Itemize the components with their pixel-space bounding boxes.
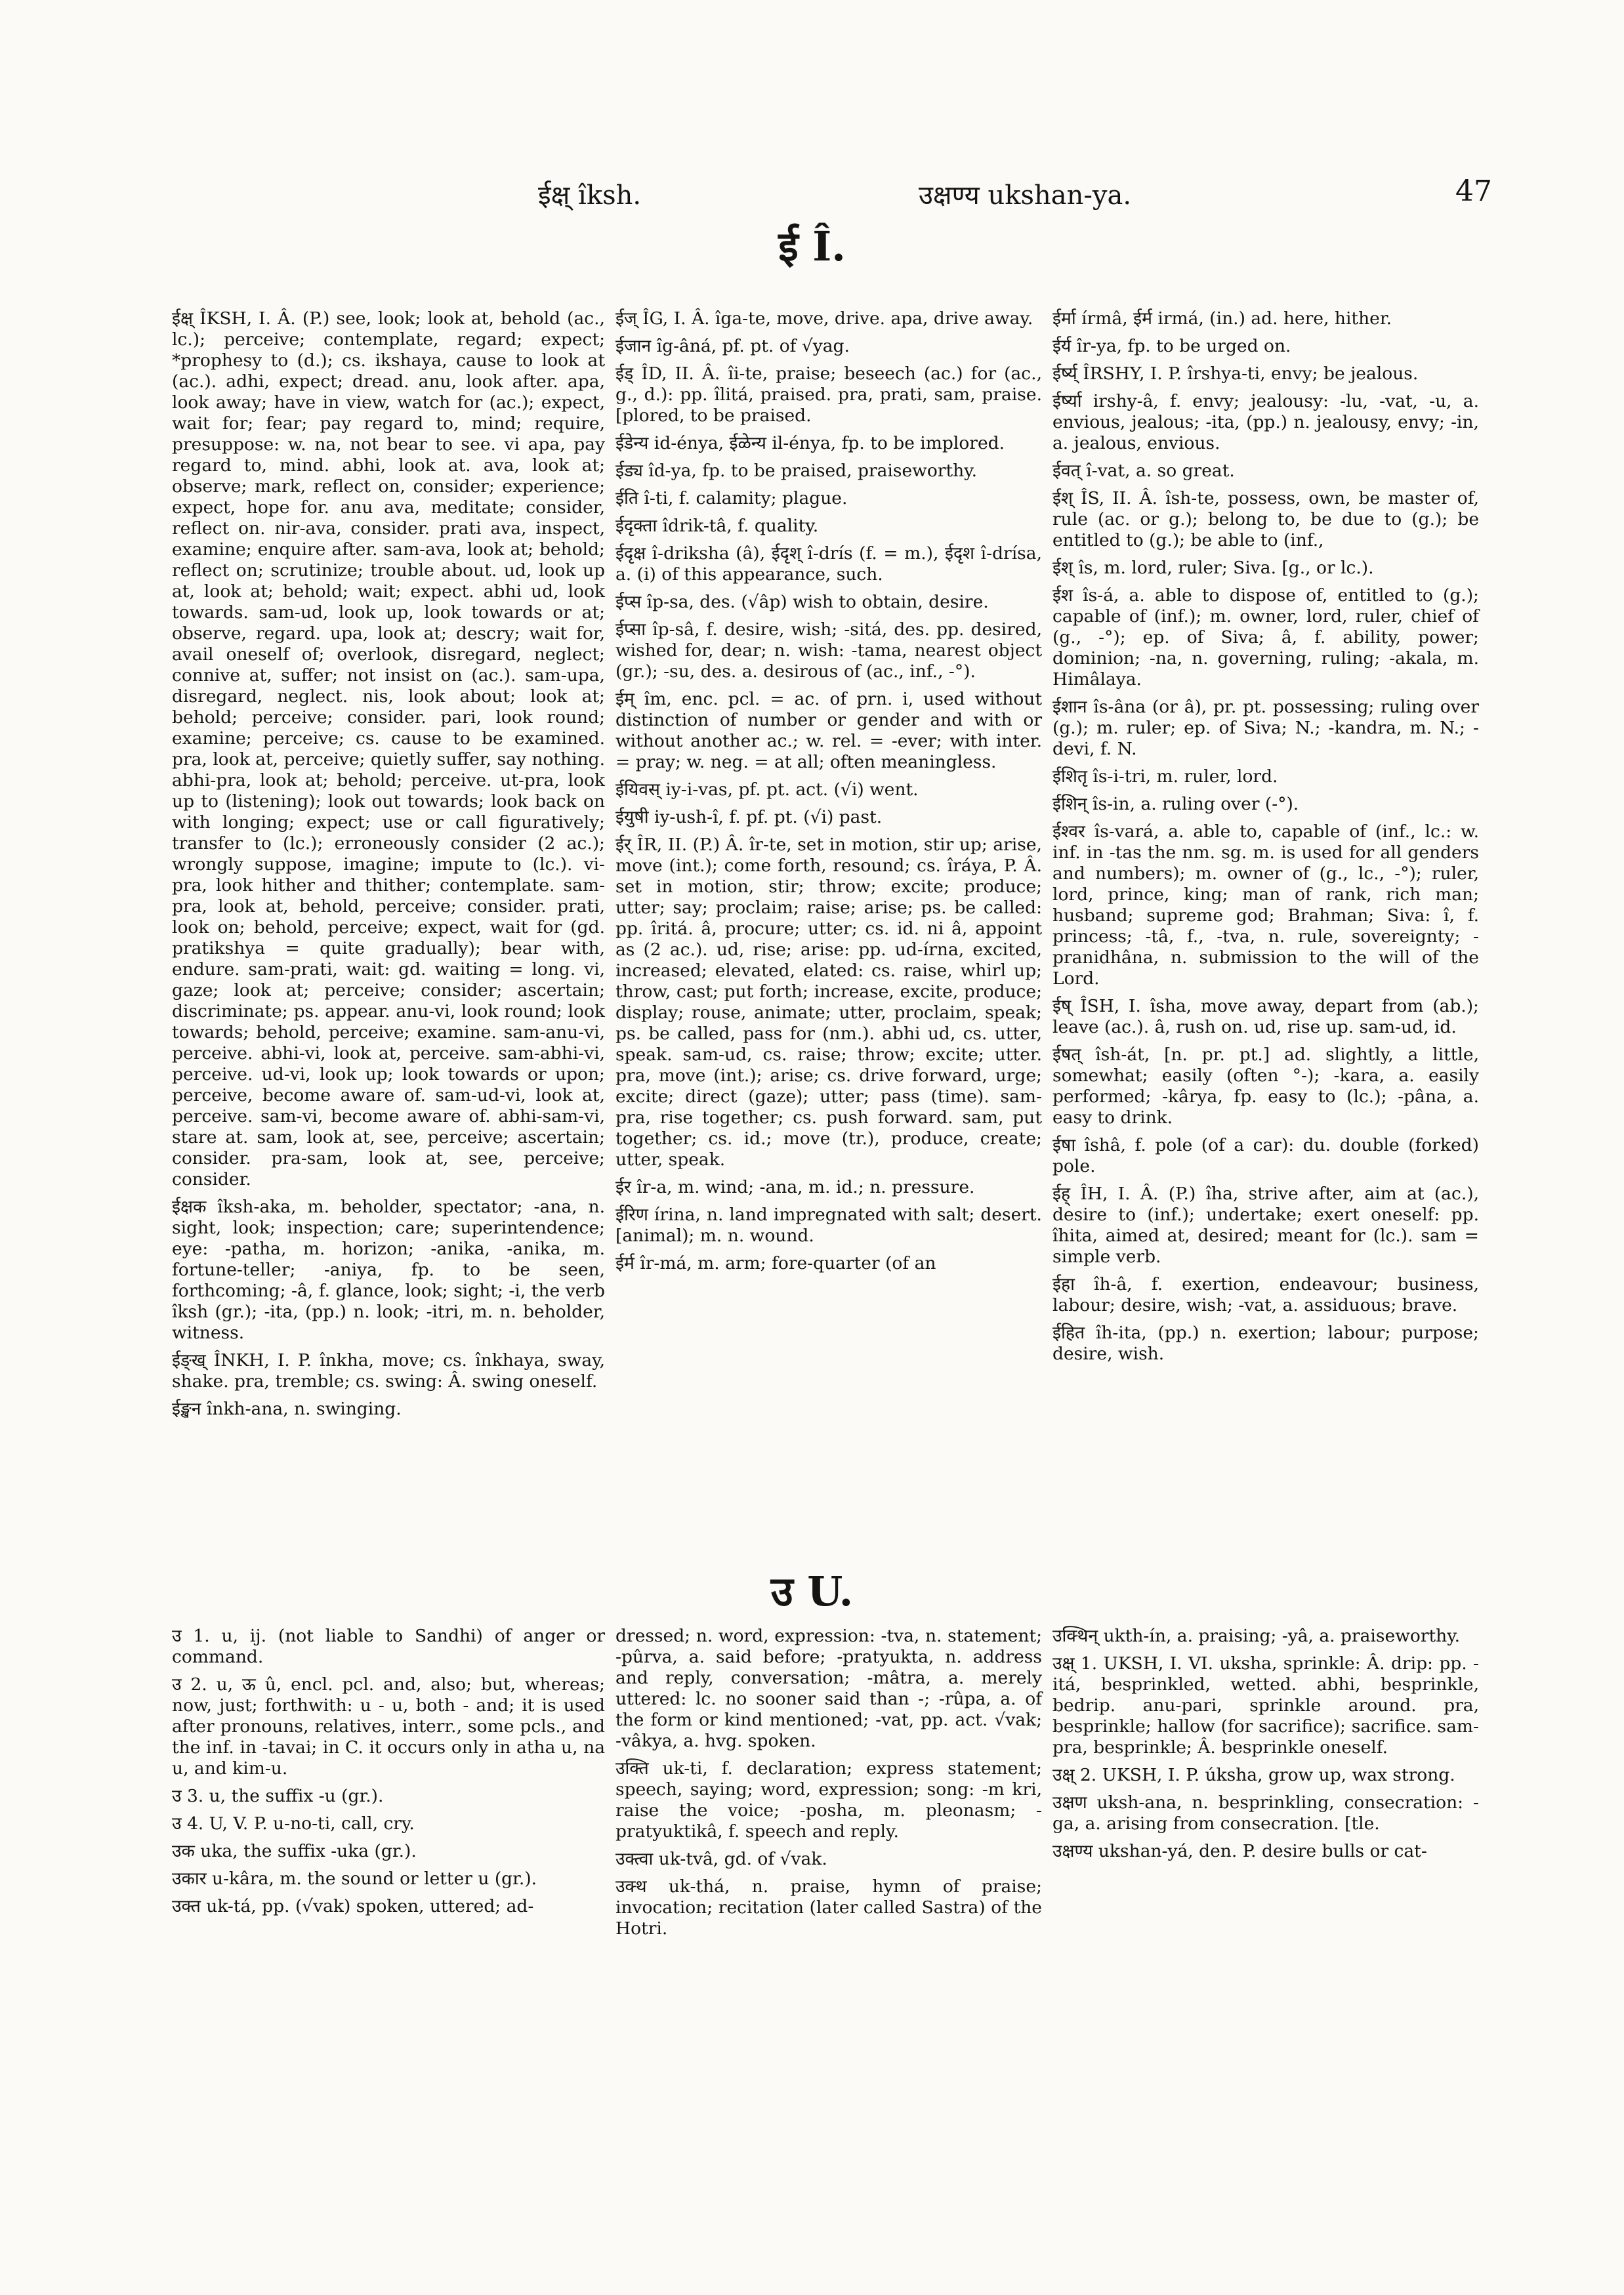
dictionary-entry: ईड्य îd-ya, fp. to be praised, praiseworthy. bbox=[615, 461, 978, 481]
dictionary-entry: ईश् ÎS, II. Â. îsh-te, possess, own, be master of, rule (ac. or g.); belong to, be due to (g.); be entitled to (g.); be able to (inf., bbox=[1052, 488, 1479, 550]
dictionary-entry: उक्ति uk-ti, f. declaration; express statement; speech, saying; word, expression; song: -m kri, raise the voice; -posha, m. pleonasm; -pratyuktikâ, f. speech and reply. bbox=[615, 1758, 1042, 1842]
dictionary-entry: ईरिण írina, n. land impregnated with salt; desert. [animal); m. n. wound. bbox=[615, 1205, 1042, 1246]
dictionary-entry: ईश् îs, m. lord, ruler; Siva. [g., or lc.). bbox=[1052, 558, 1374, 578]
dictionary-entry: ईष् ÎSH, I. îsha, move away, depart from (ab.); leave (ac.). â, rush on. ud, rise up. sam-ud, id. bbox=[1052, 996, 1479, 1037]
dictionary-entry: ईर्ष्या irshy-â, f. envy; jealousy: -lu, -vat, -u, a. envious, jealous; -ita, (pp.) n. jealousy, envy; -in, a. jealous, envious. bbox=[1052, 391, 1479, 453]
dictionary-entry: उक uka, the suffix -uka (gr.). bbox=[172, 1841, 417, 1861]
dictionary-entry: उक्त uk-tá, pp. (√vak) spoken, uttered; ad- bbox=[172, 1896, 534, 1916]
i-column-2 bbox=[615, 308, 1042, 1281]
dictionary-entry: उक्त्वा uk-tvâ, gd. of √vak. bbox=[615, 1849, 827, 1869]
dictionary-entry: ईवत् î-vat, a. so great. bbox=[1052, 461, 1235, 481]
dictionary-entry: ईर्य îr-ya, fp. to be urged on. bbox=[1052, 336, 1291, 356]
dictionary-entry: ईशान îs-âna (or â), pr. pt. possessing; ruling over (g.); m. ruler; ep. of Siva; N.; -kandra, m. N.; -devi, f. N. bbox=[1052, 697, 1479, 759]
dictionary-entry: ईयुषी iy-ush-î, f. pf. pt. (√i) past. bbox=[615, 807, 883, 827]
dictionary-entry: ईर्मा írmâ, ईर्म irmá, (in.) ad. here, hither. bbox=[1052, 308, 1392, 329]
dictionary-entry: उक्षण uksh-ana, n. besprinkling, consecration: -ga, a. arising from consecration. [tle. bbox=[1052, 1792, 1479, 1834]
dictionary-entry: ईर्ष्य् ÎRSHY, I. P. îrshya-ti, envy; be jealous. bbox=[1052, 363, 1419, 384]
dictionary-entry: उ 3. u, the suffix -u (gr.). bbox=[172, 1786, 384, 1806]
dictionary-entry: उ 4. U, V. P. u-no-ti, call, cry. bbox=[172, 1813, 415, 1834]
i-column-1 bbox=[172, 308, 605, 1426]
dictionary-entry: ईर्म îr-má, m. arm; fore-quarter (of an bbox=[615, 1253, 936, 1273]
u-column-2 bbox=[615, 1626, 1042, 1946]
dictionary-entry: ईडेन्य id-énya, ईळेन्य il-énya, fp. to be implored. bbox=[615, 433, 1005, 453]
dictionary-entry: ईक्षक îksh-aka, m. beholder, spectator; -ana, n. sight, look; inspection; care; superintendence; eye: -patha, m. horizon; -anika, -anika, m. fortune-teller; -aniya, fp. to be seen, forthcoming; -â, f. glance, look; sight; -i, the verb îksh (gr.); -ita, (pp.) n. look; -itri, m. n. beholder, witness. bbox=[172, 1197, 605, 1343]
dictionary-entry: ईम् îm, enc. pcl. = ac. of prn. i, used without distinction of number or gender and with or without another ac.; w. rel. = -ever; with inter. = pray; w. neg. = at all; often meaningless. bbox=[615, 689, 1042, 772]
dictionary-entry: ईर् ÎR, II. (P.) Â. îr-te, set in motion, stir up; arise, move (int.); come forth, resound; cs. îráya, P. Â. set in motion, stir; throw; excite; produce; utter; say; proclaim; raise; arise; ps. be called: pp. îritá. â, procure; utter; cs. id. ni â, appoint as (2 ac.). ud, rise; arise: pp. ud-írna, excited, increased; elevated, elated: cs. raise, whirl up; throw, cast; put forth; increase, excite, produce; display; rouse, animate; utter, proclaim, speak; ps. be called, pass for (nm.). abhi ud, cs. utter, speak. sam-ud, cs. raise; throw; excite; utter. pra, move (int.); arise; cs. drive forward, urge; excite; direct (gaze); utter; pass (time). sam-pra, rise together; cs. push forward. sam, put together; cs. id.; move (tr.), produce, create; utter, speak. bbox=[615, 835, 1042, 1170]
dictionary-entry: ईश्वर îs-vará, a. able to, capable of (inf., lc.: w. inf. in -tas the nm. sg. m. is used for all genders and numbers); m. owner of (g., lc., -°); ruler, lord, prince, king; man of rank, rich man; husband; supreme god; Brahman; Siva: î, f. princess; -tâ, f., -tva, n. rule, sovereignty; -pranidhâna, n. submission to the will of the Lord. bbox=[1052, 821, 1479, 989]
dictionary-entry: उक्ष् 2. UKSH, I. P. úksha, grow up, wax strong. bbox=[1052, 1765, 1455, 1785]
dictionary-entry: उक्षण्य ukshan-yá, den. P. desire bulls or cat- bbox=[1052, 1841, 1427, 1861]
dictionary-entry: ईति î-ti, f. calamity; plague. bbox=[615, 488, 848, 508]
section-heading-i: ई Î. bbox=[778, 222, 846, 270]
dictionary-entry: उक्थ uk-thá, n. praise, hymn of praise; invocation; recitation (later called Sastra) of the Hotri. bbox=[615, 1876, 1042, 1939]
dictionary-entry: ईदृक्ता îdrik-tâ, f. quality. bbox=[615, 516, 819, 536]
dictionary-entry: ईयिवस् iy-i-vas, pf. pt. act. (√i) went. bbox=[615, 779, 919, 800]
i-column-3 bbox=[1052, 308, 1479, 1371]
dictionary-entry: उक्थिन् ukth-ín, a. praising; -yâ, a. praiseworthy. bbox=[1052, 1626, 1461, 1646]
dictionary-entry: ईदृक्ष î-driksha (â), ईदृश् î-drís (f. = m.), ईदृश î-drísa, a. (i) of this appearance, such. bbox=[615, 543, 1042, 585]
dictionary-entry: ईज् ÎG, I. Â. îga-te, move, drive. apa, drive away. bbox=[615, 308, 1033, 329]
dictionary-entry: उ 2. u, ऊ û, encl. pcl. and, also; but, whereas; now, just; forthwith: u - u, both - and; it is used after pronouns, relatives, interr., some pcls., and the inf. in -tavai; in C. it occurs only in atha u, na u, and kim-u. bbox=[172, 1674, 605, 1779]
right-running-head: उक्षण्य ukshan-ya. bbox=[919, 180, 1132, 211]
dictionary-entry: ईप्स îp-sa, des. (√âp) wish to obtain, desire. bbox=[615, 592, 989, 612]
dictionary-entry: ईह् ÎH, I. Â. (P.) îha, strive after, aim at (ac.), desire to (inf.); undertake; exert oneself: pp. îhita, aimed at, desired; meant for (lc.). sam = simple verb. bbox=[1052, 1184, 1479, 1267]
dictionary-entry: ईप्सा îp-sâ, f. desire, wish; -sitá, des. pp. desired, wished for, dear; n. wish: -tama, nearest object (gr.); -su, des. a. desirous of (ac., inf., -°). bbox=[615, 619, 1042, 682]
dictionary-entry: ईश îs-á, a. able to dispose of, entitled to (g.); capable of (inf.); m. owner, lord, ruler, chief of (g., -°); ep. of Siva; â, f. ability, power; dominion; -na, n. governing, ruling; -akala, m. Himâlaya. bbox=[1052, 585, 1479, 690]
u-column-3 bbox=[1052, 1626, 1479, 1869]
left-running-head: ईक्ष् îksh. bbox=[538, 180, 642, 211]
dictionary-entry: ईक्ष् ÎKSH, I. Â. (P.) see, look; look at, behold (ac., lc.); perceive; contemplate, regard; expect; *prophesy to (d.); cs. ikshaya, cause to look at (ac.). adhi, expect; dread. anu, look after. apa, look away; have in view, watch for (ac.); expect, wait for; fear; pay regard to, mind; require, presuppose: w. na, not bear to see. vi apa, pay regard to, mind. abhi, look at. ava, look at; observe; mark, reflect on, consider; experience; expect, hope for. anu ava, meditate; consider, reflect on. nir-ava, consider. prati ava, inspect, examine; enquire after. sam-ava, look at; behold; reflect on; scrutinize; trouble about. ud, look up at, look at; behold; wait; expect. abhi ud, look towards. sam-ud, look up, look towards or at; observe, regard. upa, look at; descry; wait for, avail oneself of; overlook, disregard, neglect; connive at, suffer; not insist on (ac.). sam-upa, disregard, neglect. nis, look about; look at; behold; perceive; consider. pari, look round; examine; perceive; cs. cause to be examined. pra, look at, perceive; quietly suffer, say nothing. abhi-pra, look at; behold; perceive. ut-pra, look up to (listening); look out towards; look back on with longing; expect; use or call figuratively; transfer to (lc.); erroneously consider (2 ac.); wrongly suppose, imagine; impute to (lc.). vi-pra, look hither and thither; contemplate. sam-pra, look at, behold, perceive; consider. prati, look on; behold, perceive; expect, wait for (gd. pratikshya = quite gradually); bear with, endure. sam-prati, wait: gd. waiting = long. vi, gaze; look at; perceive; consider; ascertain; discriminate; ps. appear. anu-vi, look round; look towards; behold, perceive; examine. sam-anu-vi, perceive. abhi-vi, look at, perceive. sam-abhi-vi, perceive. ud-vi, look up; look towards or upon; perceive, become aware of. sam-ud-vi, look at, perceive. sam-vi, become aware of. abhi-sam-vi, stare at. sam, look at, see, perceive; ascertain; consider. pra-sam, look at, see, perceive; consider. bbox=[172, 308, 605, 1189]
dictionary-entry: ईड् ÎD, II. Â. îi-te, praise; beseech (ac.) for (ac., g., d.): pp. îlitá, praised. pra, prati, sam, praise. [plored, to be praised. bbox=[615, 363, 1042, 426]
dictionary-entry: ईशिन् îs-in, a. ruling over (-°). bbox=[1052, 794, 1299, 814]
dictionary-entry: ईजान îg-âná, pf. pt. of √yag. bbox=[615, 336, 850, 356]
section-heading-u: उ U. bbox=[770, 1567, 854, 1615]
dictionary-entry: ईषा îshâ, f. pole (of a car): du. double (forked) pole. bbox=[1052, 1135, 1479, 1176]
dictionary-entry: ईङ्ख् ÎNKH, I. P. înkha, move; cs. înkhaya, sway, shake. pra, tremble; cs. swing: Â. swing oneself. bbox=[172, 1350, 605, 1392]
dictionary-entry: ईहा îh-â, f. exertion, endeavour; business, labour; desire, wish; -vat, a. assiduous; brave. bbox=[1052, 1274, 1479, 1315]
dictionary-entry: dressed; n. word, expression: -tva, n. statement; -pûrva, a. said before; -pratyukta, n. address and reply, conversation; -mâtra, a. merely uttered: lc. no sooner said than -; -rûpa, a. of the form or kind mentioned; -vat, pp. act. √vak; -vâkya, a. hvg. spoken. bbox=[615, 1626, 1042, 1751]
dictionary-entry: ईषत् îsh-át, [n. pr. pt.] ad. slightly, a little, somewhat; easily (often °-); -kara, a. easily performed; -kârya, fp. easy to (lc.); -pâna, a. easy to drink. bbox=[1052, 1044, 1479, 1128]
dictionary-entry: ईर îr-a, m. wind; -ana, m. id.; n. pressure. bbox=[615, 1177, 975, 1197]
dictionary-entry: ईशितृ îs-i-tri, m. ruler, lord. bbox=[1052, 766, 1278, 787]
dictionary-entry: उक्ष् 1. UKSH, I. VI. uksha, sprinkle: Â. drip: pp. -itá, besprinkled, wetted. abhi, besprinkle, bedrip. anu-pari, sprinkle around. pra, besprinkle; hallow (for sacrifice); sacrifice. sam-pra, besprinkle; Â. besprinkle oneself. bbox=[1052, 1653, 1479, 1758]
page-number: 47 bbox=[1455, 175, 1492, 208]
u-column-1 bbox=[172, 1626, 605, 1924]
dictionary-entry: उकार u-kâra, m. the sound or letter u (gr.). bbox=[172, 1869, 537, 1889]
dictionary-entry: ईङ्खन înkh-ana, n. swinging. bbox=[172, 1399, 402, 1419]
dictionary-entry: ईहित îh-ita, (pp.) n. exertion; labour; purpose; desire, wish. bbox=[1052, 1323, 1479, 1364]
dictionary-entry: उ 1. u, ij. (not liable to Sandhi) of anger or command. bbox=[172, 1626, 605, 1667]
